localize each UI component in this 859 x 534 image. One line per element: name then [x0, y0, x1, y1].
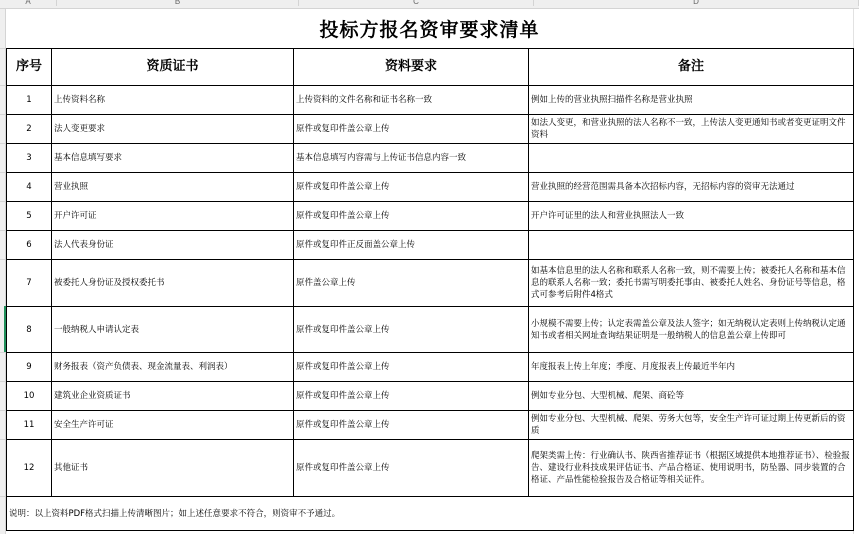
- table-row: [7, 173, 854, 202]
- cell-seq[interactable]: 12: [7, 440, 52, 497]
- cell-requirement[interactable]: 原件或复印件盖公章上传: [294, 307, 529, 353]
- requirements-table: [6, 48, 854, 531]
- table-row: [7, 115, 854, 144]
- cell-seq[interactable]: 10: [7, 382, 52, 411]
- column-header-a[interactable]: A: [0, 0, 57, 6]
- table-row: [7, 144, 854, 173]
- cell-certificate[interactable]: 营业执照: [52, 173, 294, 202]
- cell-requirement[interactable]: 上传资料的文件名称和证书名称一致: [294, 86, 529, 115]
- cell-requirement[interactable]: 原件盖公章上传: [294, 260, 529, 307]
- document-title[interactable]: 投标方报名资审要求清单: [319, 19, 540, 41]
- table-row: [7, 86, 854, 115]
- cell-requirement[interactable]: 原件或复印件盖公章上传: [294, 382, 529, 411]
- table-row: [7, 382, 854, 411]
- cell-certificate[interactable]: 开户许可证: [52, 202, 294, 231]
- cell-remark[interactable]: 如法人变更，和营业执照的法人名称不一致，上传法人变更通知书或者变更证明文件资料: [529, 115, 854, 144]
- cell-remark[interactable]: 如基本信息里的法人名称和联系人名称一致，则不需要上传；被委托人名称和基本信息的联系人名称一致；委托书需写明委托事由、被委托人姓名、身份证号等信息，格式可参考后附件4格式: [529, 260, 854, 307]
- cell-seq[interactable]: 6: [7, 231, 52, 260]
- cell-seq[interactable]: 1: [7, 86, 52, 115]
- cell-requirement[interactable]: 原件或复印件盖公章上传: [294, 440, 529, 497]
- column-header-d[interactable]: D: [534, 0, 859, 6]
- header-certificate[interactable]: 资质证书: [52, 49, 294, 86]
- table-row: [7, 440, 854, 497]
- header-requirement[interactable]: 资料要求: [294, 49, 529, 86]
- cell-requirement[interactable]: 原件或复印件盖公章上传: [294, 202, 529, 231]
- spreadsheet-grid[interactable]: [6, 9, 859, 534]
- cell-seq[interactable]: 9: [7, 353, 52, 382]
- cell-certificate[interactable]: 安全生产许可证: [52, 411, 294, 440]
- cell-seq[interactable]: 8: [7, 307, 52, 353]
- cell-certificate[interactable]: 其他证书: [52, 440, 294, 497]
- column-header-b[interactable]: B: [57, 0, 299, 6]
- column-header-c[interactable]: C: [299, 0, 534, 6]
- cell-certificate[interactable]: 基本信息填写要求: [52, 144, 294, 173]
- cell-seq[interactable]: 4: [7, 173, 52, 202]
- cell-requirement[interactable]: 原件或复印件盖公章上传: [294, 173, 529, 202]
- cell-remark[interactable]: 例如上传的营业执照扫描件名称是营业执照: [529, 86, 854, 115]
- column-header-bar: [0, 0, 859, 9]
- table-row: [7, 307, 854, 353]
- cell-certificate[interactable]: 上传资料名称: [52, 86, 294, 115]
- table-row: [7, 353, 854, 382]
- table-header-row: [7, 49, 854, 86]
- cell-seq[interactable]: 2: [7, 115, 52, 144]
- cell-seq[interactable]: 5: [7, 202, 52, 231]
- table-row: [7, 260, 854, 307]
- cell-certificate[interactable]: 法人代表身份证: [52, 231, 294, 260]
- cell-remark[interactable]: 开户许可证里的法人和营业执照法人一致: [529, 202, 854, 231]
- cell-seq[interactable]: 11: [7, 411, 52, 440]
- cell-certificate[interactable]: 法人变更要求: [52, 115, 294, 144]
- table-row: [7, 231, 854, 260]
- cell-requirement[interactable]: 原件或复印件盖公章上传: [294, 411, 529, 440]
- cell-requirement[interactable]: 原件或复印件盖公章上传: [294, 115, 529, 144]
- cell-remark[interactable]: 爬架类需上传：行业确认书、陕西省推荐证书（根据区域提供本地推荐证书）、检验报告、建设行业科技成果评估证书、产品合格证、使用说明书，防坠器、同步装置的合格证、产品性能检验报告及合格证等相关证件。: [529, 440, 854, 497]
- cell-requirement[interactable]: 基本信息填写内容需与上传证书信息内容一致: [294, 144, 529, 173]
- cell-remark[interactable]: 年度报表上传上年度；季度、月度报表上传最近半年内: [529, 353, 854, 382]
- cell-requirement[interactable]: 原件或复印件盖公章上传: [294, 353, 529, 382]
- cell-seq[interactable]: 3: [7, 144, 52, 173]
- header-seq[interactable]: 序号: [7, 49, 52, 86]
- table-row: [7, 202, 854, 231]
- cell-certificate[interactable]: 一般纳税人申请认定表: [52, 307, 294, 353]
- cell-remark[interactable]: [529, 231, 854, 260]
- cell-remark[interactable]: 营业执照的经营范围需具备本次招标内容，无招标内容的资审无法通过: [529, 173, 854, 202]
- footnote[interactable]: 说明：以上资料PDF格式扫描上传清晰图片；如上述任意要求不符合，则资审不予通过。: [7, 497, 854, 531]
- cell-remark[interactable]: [529, 144, 854, 173]
- cell-remark[interactable]: 小规模不需要上传；认定表需盖公章及法人签字；如无纳税认定表则上传纳税认定通知书或者相关网址查询结果证明是一般纳税人的信息盖公章上传即可: [529, 307, 854, 353]
- table-row: [7, 411, 854, 440]
- cell-remark[interactable]: 例如专业分包、大型机械、爬架、商砼等: [529, 382, 854, 411]
- header-remark[interactable]: 备注: [529, 49, 854, 86]
- footnote-row: [7, 497, 854, 531]
- cell-certificate[interactable]: 建筑业企业资质证书: [52, 382, 294, 411]
- cell-seq[interactable]: 7: [7, 260, 52, 307]
- cell-remark[interactable]: 例如专业分包、大型机械、爬架、劳务大包等，安全生产许可证过期上传更新后的资质: [529, 411, 854, 440]
- cell-requirement[interactable]: 原件或复印件正反面盖公章上传: [294, 231, 529, 260]
- cell-certificate[interactable]: 被委托人身份证及授权委托书: [52, 260, 294, 307]
- cell-certificate[interactable]: 财务报表（资产负债表、现金流量表、利润表）: [52, 353, 294, 382]
